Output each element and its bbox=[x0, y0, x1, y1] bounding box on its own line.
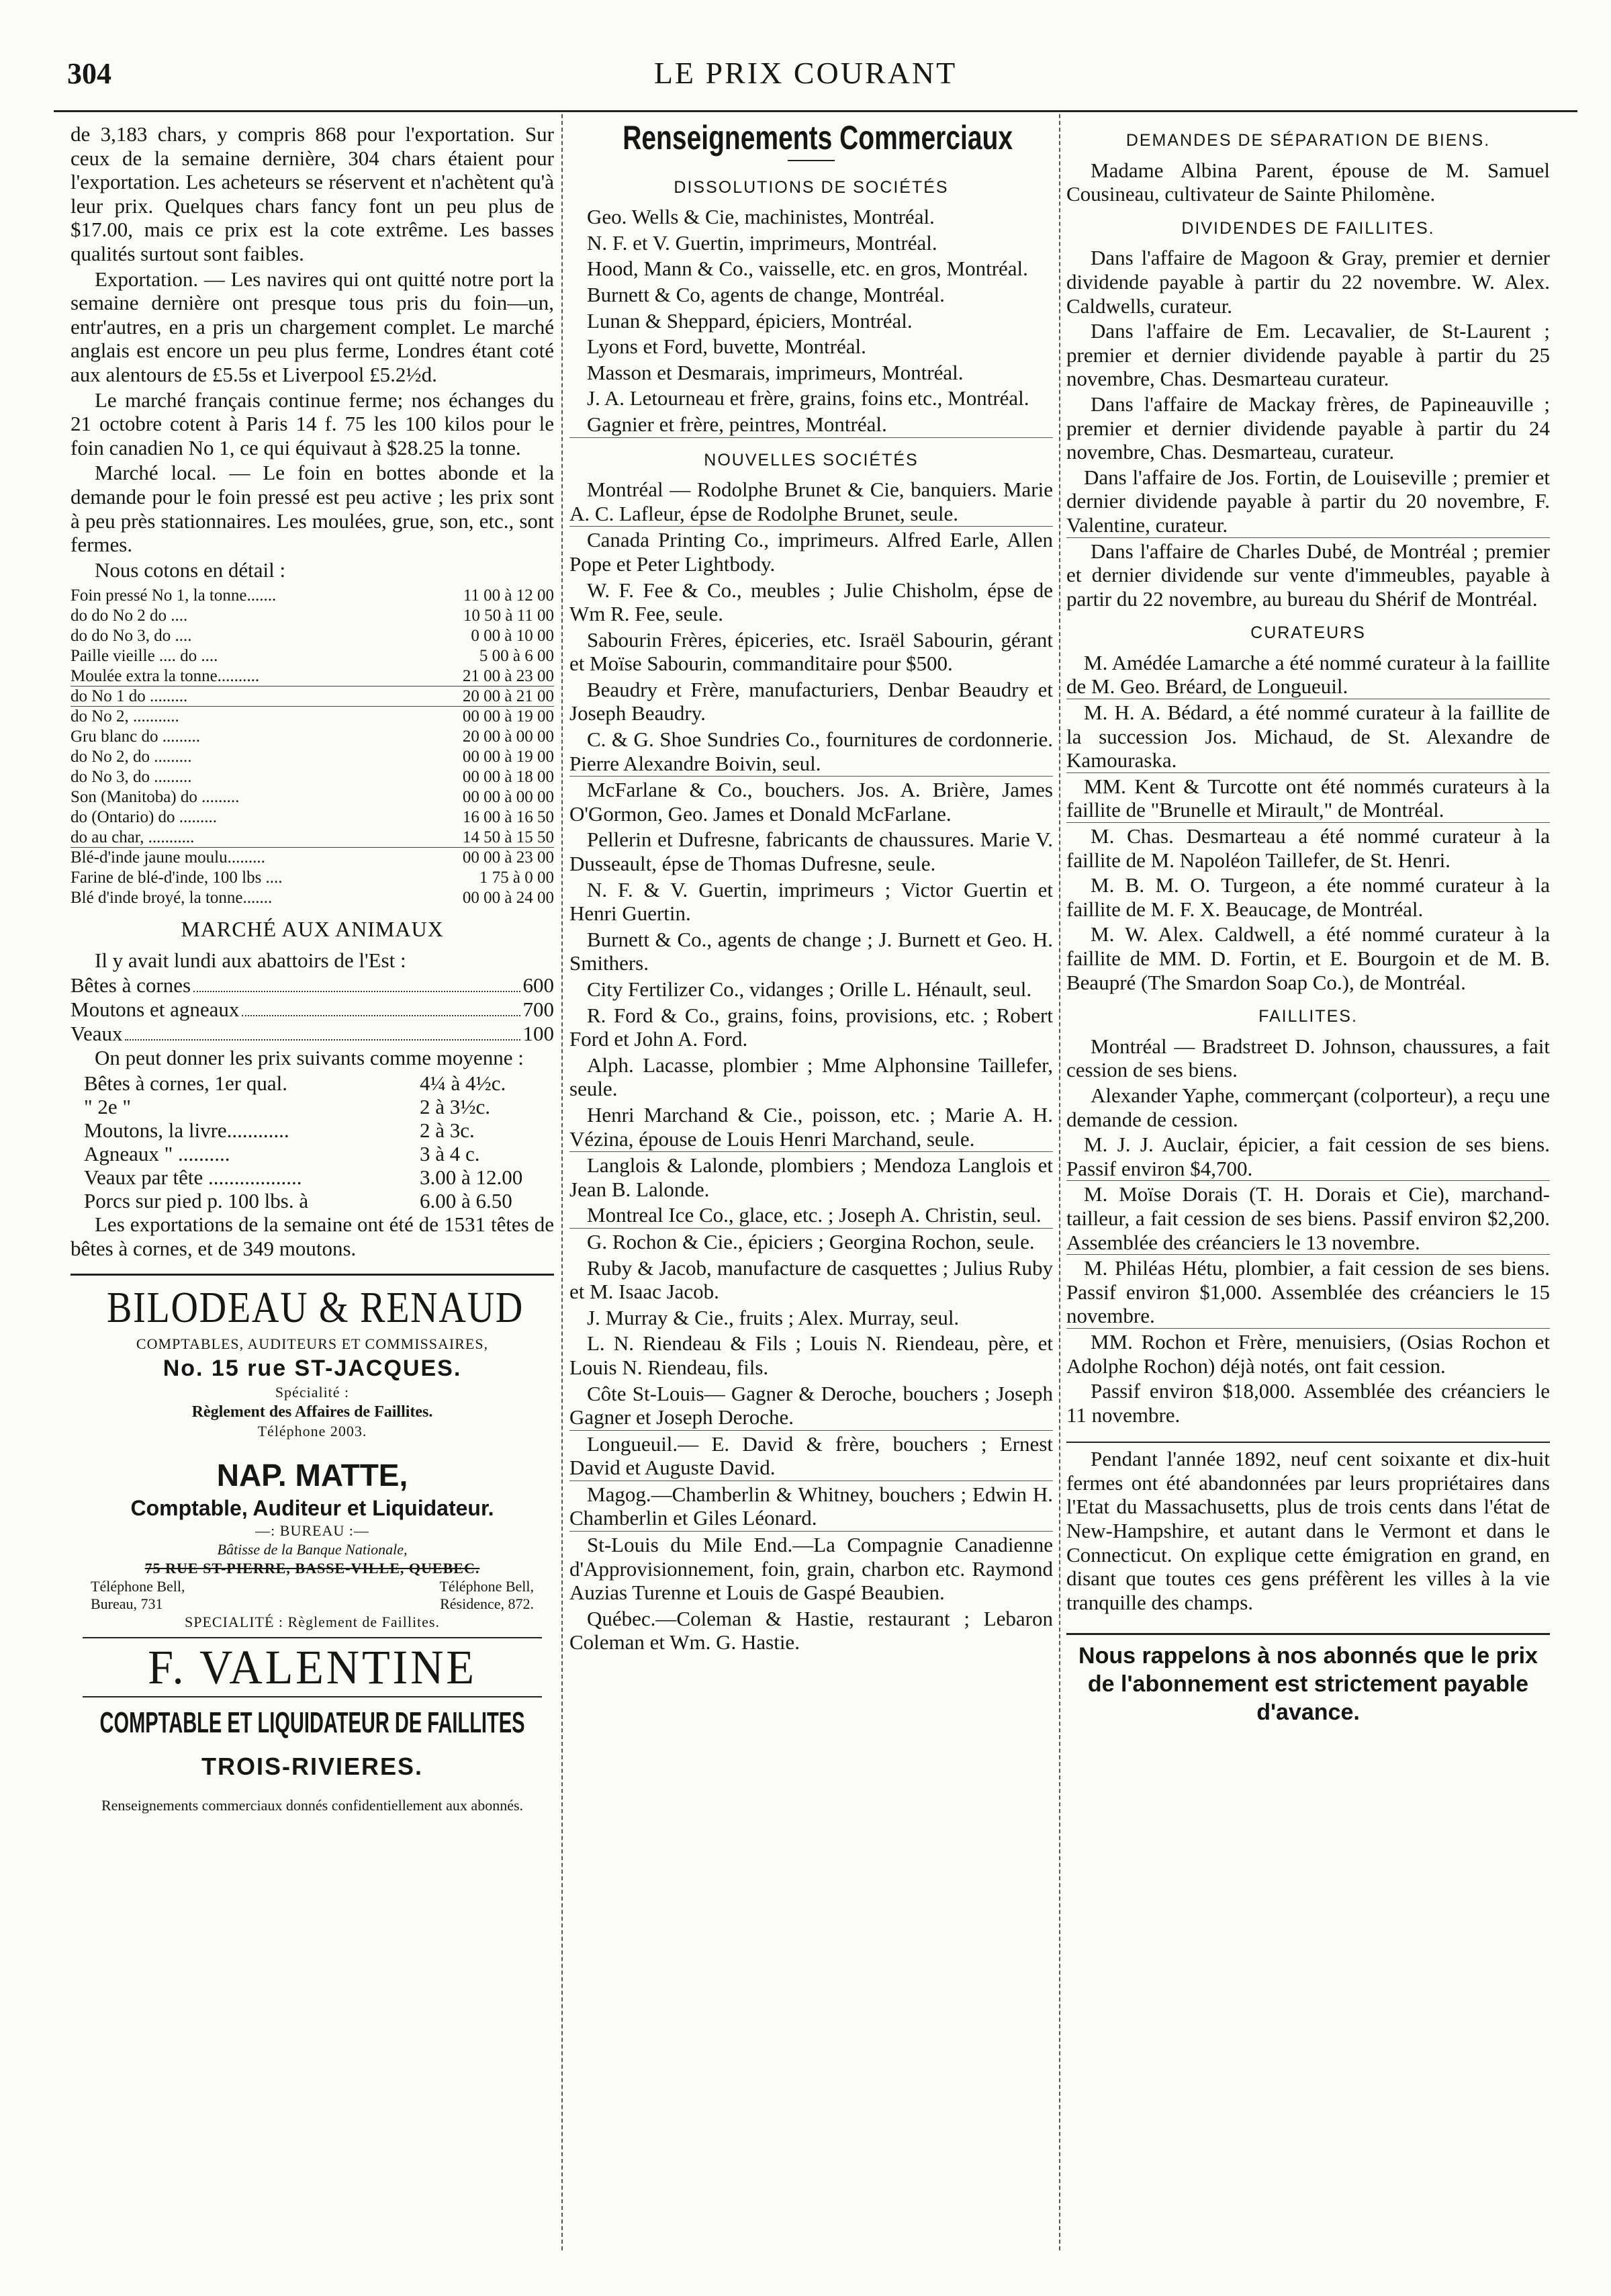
average-price-row: Veaux par tête .................. 3.00 à 12.00 bbox=[84, 1165, 523, 1190]
new-company-entry: C. & G. Shoe Sundries Co., fournitures de cordonnerie. Pierre Alexandre Boivin, seul. bbox=[569, 727, 1053, 777]
dividendes-heading: DIVIDENDES DE FAILLITES. bbox=[1181, 218, 1435, 238]
new-company-entry: Beaudry et Frère, manufacturiers, Denbar Beaudry et Joseph Beaudry. bbox=[569, 677, 1053, 725]
average-price-row: Agneaux " .......... 3 à 4 c. bbox=[84, 1142, 480, 1166]
new-company-entry: J. Murray & Cie., fruits ; Alex. Murray, seul. bbox=[587, 1305, 960, 1329]
new-company-entry: Québec.—Coleman & Hastie, restaurant ; Lebaron Coleman et Wm. G. Hastie. bbox=[569, 1606, 1053, 1654]
dividend-entry: Dans l'affaire de Magoon & Gray, premier et dernier dividende payable à partir du 22 novembre. W. Alex. Caldwells, curateur. bbox=[1066, 246, 1550, 318]
separation-entry: Madame Albina Parent, épouse de M. Samuel Cousineau, cultivateur de Sainte Philomène. bbox=[1066, 158, 1550, 206]
curator-entry: M. W. Alex. Caldwell, a été nommé curateur à la faillite de MM. D. Fortin, et E. Bourgoin et de M. B. Beaupré (The Smardon Soap Co.), de Montréal. bbox=[1066, 922, 1550, 994]
new-company-entry: McFarlane & Co., bouchers. Jos. A. Brière, James O'Gormon, Geo. James et Donald McFarlane. bbox=[569, 778, 1053, 826]
average-price-row: Moutons, la livre............ 2 à 3c. bbox=[84, 1118, 475, 1143]
exportation-para: Exportation. — Les navires qui ont quitté notre port la semaine dernière ont presque tous pris du foin—un, entr'autres, en a pris un chargement complet. Le marché anglais est encore un peu plus ferme, Londres étant coté aux alentours de £5.5s et Liverpool £5.2½d. bbox=[71, 267, 554, 386]
curator-entry: M. Amédée Lamarche a été nommé curateur à la faillite de M. Geo. Bréard, de Longueuil. bbox=[1066, 650, 1550, 699]
page-header bbox=[67, 52, 1544, 99]
ad-matte-name: NAP. MATTE, bbox=[216, 1458, 408, 1493]
dissolution-entry: N. F. et V. Guertin, imprimeurs, Montréal. bbox=[587, 230, 937, 255]
masthead-title: LE PRIX COURANT bbox=[653, 56, 958, 90]
ad-valentine-name: F. VALENTINE bbox=[83, 1637, 542, 1697]
ad-bilodeau-address: No. 15 rue ST-JACQUES. bbox=[163, 1356, 462, 1382]
emigration-para: Pendant l'année 1892, neuf cent soixante et dix-huit fermes ont été abandonnées par leurs propriétaires dans l'Etat du Massachusetts, plus de trois cents dans l'état de New-Hampshire, et autant dans le Vermont et dans le Connecticut. On explique cette émigration en grand, en disant que toutes ces gens préfèrent les villes à la vie tranquille des champs. bbox=[1066, 1442, 1550, 1614]
animal-count-row: Veaux 100 bbox=[71, 1022, 554, 1046]
price-row: Moulée extra la tonne.......... 21 00 à 23 00 bbox=[71, 667, 554, 686]
page-number: 304 bbox=[67, 57, 111, 90]
price-row: Blé-d'inde jaune moulu......... 00 00 à 23 00 bbox=[71, 848, 554, 867]
curator-entry: M. H. A. Bédard, a été nommé curateur à la faillite de la succession Jos. Michaud, de St. Alexandre de Kamouraska. bbox=[1066, 701, 1550, 772]
new-company-entry: Longueuil.— E. David & frère, bouchers ; Ernest David et Auguste David. bbox=[569, 1432, 1053, 1481]
column-divider-1 bbox=[561, 114, 563, 2250]
price-row: Paille vieille .... do .... 5 00 à 6 00 bbox=[71, 647, 554, 666]
ad-valentine-note: Renseignements commerciaux donnés confidentiellement aux abonnés. bbox=[101, 1797, 524, 1814]
new-company-entry: Canada Printing Co., imprimeurs. Alfred Earle, Allen Pope et Peter Lightbody. bbox=[569, 528, 1053, 576]
average-price-row: " 2e " 2 à 3½c. bbox=[84, 1095, 491, 1119]
new-company-entry: St-Louis du Mile End.—La Compagnie Canadienne d'Approvisionnement, foin, grain, charbon etc. Raymond Auzias Turenne et Louis de Gaspé Beaubien. bbox=[569, 1533, 1053, 1605]
ad-matte-specialty: SPECIALITÉ : Règlement de Faillites. bbox=[184, 1614, 440, 1631]
new-company-entry: Henri Marchand & Cie., poisson, etc. ; Marie A. H. Vézina, épouse de Louis Henri Marchand, seule. bbox=[569, 1103, 1053, 1152]
average-price-row: Porcs sur pied p. 100 lbs. à 6.00 à 6.50 bbox=[84, 1189, 512, 1213]
left-column bbox=[71, 122, 554, 2252]
dividend-entry: Dans l'affaire de Mackay frères, de Papineauville ; premier et dernier dividende payable à partir du 24 novembre, Chas. Desmarteau, curateur. bbox=[1066, 392, 1550, 464]
curateurs-heading: CURATEURS bbox=[1250, 623, 1366, 643]
ad-bilodeau-phone: Téléphone 2003. bbox=[257, 1423, 367, 1440]
price-row: Blé d'inde broyé, la tonne....... 00 00 à 24 00 bbox=[71, 889, 554, 908]
new-company-entry: Langlois & Lalonde, plombiers ; Mendoza Langlois et Jean B. Lalonde. bbox=[569, 1153, 1053, 1201]
dissolution-entry: J. A. Letourneau et frère, grains, foins etc., Montréal. bbox=[587, 386, 1029, 410]
price-row: Foin pressé No 1, la tonne....... 11 00 à 12 00 bbox=[71, 586, 554, 605]
curator-entry: M. B. M. O. Turgeon, a éte nommé curateur à la faillite de M. F. X. Beaucage, de Montréal. bbox=[1066, 873, 1550, 921]
dissolutions-heading: DISSOLUTIONS DE SOCIÉTÉS bbox=[674, 177, 949, 197]
new-company-entry: Montreal Ice Co., glace, etc. ; Joseph A. Christin, seul. bbox=[569, 1203, 1053, 1229]
separation-heading: DEMANDES DE SÉPARATION DE BIENS. bbox=[1125, 131, 1491, 150]
animal-market-intro: Il y avait lundi aux abattoirs de l'Est : bbox=[95, 948, 406, 972]
exports-para: Les exportations de la semaine ont été de 1531 têtes de bêtes à cornes, et de 349 moutons. bbox=[71, 1212, 554, 1260]
nouvelles-societes-heading: NOUVELLES SOCIÉTÉS bbox=[704, 450, 919, 470]
new-company-entry: R. Ford & Co., grains, foins, provisions, etc. ; Robert Ford et John A. Ford. bbox=[569, 1003, 1053, 1051]
ad-bilodeau-specialty: Règlement des Affaires de Faillites. bbox=[191, 1403, 433, 1421]
price-row: Son (Manitoba) do ......... 00 00 à 00 00 bbox=[71, 788, 554, 807]
animal-count-row: Bêtes à cornes 600 bbox=[71, 973, 554, 998]
bankruptcy-entry: MM. Rochon et Frère, menuisiers, (Osias Rochon et Adolphe Rochon) déjà notés, ont fait cession. bbox=[1066, 1329, 1550, 1378]
dividend-entry: Dans l'affaire de Em. Lecavalier, de St-Laurent ; premier et dernier dividende payable à partir du 25 novembre, Chas. Desmarteau curateur. bbox=[1066, 319, 1550, 391]
dividend-entry: Dans l'affaire de Jos. Fortin, de Louiseville ; premier et dernier dividende payable à partir du 20 novembre, F. Valentine, curateur. bbox=[1066, 465, 1550, 537]
ad-matte-phone-numbers: Bureau, 731 Résidence, 872. bbox=[91, 1595, 534, 1613]
price-row: do (Ontario) do ......... 16 00 à 16 50 bbox=[71, 808, 554, 827]
ad-bilodeau-specialty-label: Spécialité : bbox=[275, 1384, 350, 1401]
header-rule bbox=[54, 110, 1577, 112]
new-company-entry: W. F. Fee & Co., meubles ; Julie Chisholm, épse de Wm R. Fee, seule. bbox=[569, 578, 1053, 626]
average-price-row: Bêtes à cornes, 1er qual. 4¼ à 4½c. bbox=[84, 1071, 506, 1096]
new-company-entry: City Fertilizer Co., vidanges ; Orille L. Hénault, seul. bbox=[587, 977, 1032, 1001]
dissolution-entry: Gagnier et frère, peintres, Montréal. bbox=[569, 412, 1053, 438]
ad-bilodeau-renaud bbox=[71, 1274, 554, 1441]
price-row: do No 3, do ......... 00 00 à 18 00 bbox=[71, 768, 554, 787]
price-row: Gru blanc do ......... 20 00 à 00 00 bbox=[71, 727, 554, 746]
bankruptcy-entry: Passif environ $18,000. Assemblée des créanciers le 11 novembre. bbox=[1066, 1379, 1550, 1427]
price-row: do do No 3, do .... 0 00 à 10 00 bbox=[71, 627, 554, 646]
new-company-entry: Sabourin Frères, épiceries, etc. Israël Sabourin, gérant et Moïse Sabourin, commanditaire pour $500. bbox=[569, 627, 1053, 676]
local-market-para: Marché local. — Le foin en bottes abonde et la demande pour le foin pressé est peu active ; les prix sont à peu près stationnaires. Les moulées, grue, son, etc., sont fermes. bbox=[71, 461, 554, 557]
dissolution-entry: Geo. Wells & Cie, machinistes, Montréal. bbox=[587, 205, 935, 229]
price-row: do No 2, ........... 00 00 à 19 00 bbox=[71, 707, 554, 726]
bankruptcy-entry: M. J. J. Auclair, épicier, a fait cession de ses biens. Passif environ $4,700. bbox=[1066, 1133, 1550, 1180]
new-company-entry: Ruby & Jacob, manufacture de casquettes ; Julius Ruby et M. Isaac Jacob. bbox=[569, 1255, 1053, 1304]
ad-valentine-city: TROIS-RIVIERES. bbox=[201, 1753, 424, 1781]
price-row: do No 1 do ......... 20 00 à 21 00 bbox=[71, 687, 554, 706]
curator-entry: M. Chas. Desmarteau a été nommé curateur à la faillite de M. Napoléon Taillefer, de St. Henri. bbox=[1066, 824, 1550, 872]
french-market-para: Le marché français continue ferme; nos échanges du 21 octobre cotent à Paris 14 f. 75 les 100 kilos pour le foin canadien No 1, ce qui équivaut à $28.25 la tonne. bbox=[71, 388, 554, 459]
average-prices-intro: On peut donner les prix suivants comme moyenne : bbox=[95, 1046, 524, 1070]
middle-column bbox=[569, 122, 1053, 2252]
subscription-notice: Nous rappelons à nos abonnés que le prix de l'abonnement est strictement payable d'avance. bbox=[1066, 1633, 1550, 1726]
ad-valentine-title: COMPTABLE ET LIQUIDATEUR DE FAILLITES bbox=[99, 1706, 525, 1740]
new-company-entry: Alph. Lacasse, plombier ; Mme Alphonsine Taillefer, seule. bbox=[569, 1053, 1053, 1101]
bankruptcy-entry: M. Moïse Dorais (T. H. Dorais et Cie), marchand-tailleur, a fait cession de ses biens. Passif environ $2,200. Assemblée des créanciers le 13 novembre. bbox=[1066, 1182, 1550, 1254]
bankruptcy-entry: Alexander Yaphe, commerçant (colporteur), a reçu une demande de cession. bbox=[1066, 1083, 1550, 1131]
column-divider-2 bbox=[1059, 114, 1060, 2250]
hay-report-para: de 3,183 chars, y compris 868 pour l'exportation. Sur ceux de la semaine dernière, 304 chars étaient pour l'exportation. Les acheteurs se réservent et n'achètent qu'à leur prix. Quelques chars fancy font un peu plus de $17.00, mais ce prix est la cote extrême. Les basses qualités surtout sont faibles. bbox=[71, 122, 554, 265]
price-row: do No 2, do ......... 00 00 à 19 00 bbox=[71, 748, 554, 766]
new-company-entry: N. F. & V. Guertin, imprimeurs ; Victor Guertin et Henri Guertin. bbox=[569, 877, 1053, 926]
new-company-entry: Burnett & Co., agents de change ; J. Burnett et Geo. H. Smithers. bbox=[569, 927, 1053, 975]
ad-nap-matte bbox=[71, 1456, 554, 1632]
dividend-entry: Dans l'affaire de Charles Dubé, de Montréal ; premier et dernier dividende sur vente d'immeubles, payable à partir du 22 novembre, au bureau du Shérif de Montréal. bbox=[1066, 539, 1550, 611]
price-row: do do No 2 do .... 10 50 à 11 00 bbox=[71, 607, 554, 625]
short-rule bbox=[788, 160, 835, 161]
ad-valentine bbox=[71, 1637, 554, 1814]
ad-matte-bureau: —: BUREAU :— bbox=[255, 1522, 369, 1540]
ad-matte-phones: Téléphone Bell, Téléphone Bell, bbox=[91, 1578, 534, 1595]
right-column bbox=[1066, 122, 1550, 2252]
dissolution-entry: Masson et Desmarais, imprimeurs, Montréal. bbox=[587, 360, 964, 384]
animal-market-heading: MARCHÉ AUX ANIMAUX bbox=[181, 917, 444, 942]
dissolution-entry: Lunan & Sheppard, épiciers, Montréal. bbox=[587, 308, 913, 333]
ad-matte-title: Comptable, Auditeur et Liquidateur. bbox=[130, 1496, 494, 1521]
animal-count-row: Moutons et agneaux 700 bbox=[71, 998, 554, 1022]
hay-price-table bbox=[71, 586, 554, 908]
new-company-entry: Pellerin et Dufresne, fabricants de chaussures. Marie V. Dusseault, épse de Thomas Dufresne, seule. bbox=[569, 828, 1053, 876]
new-company-entry: L. N. Riendeau & Fils ; Louis N. Riendeau, père, et Louis N. Riendeau, fils. bbox=[569, 1331, 1053, 1379]
bankruptcy-entry: M. Philéas Hétu, plombier, a fait cession de ses biens. Passif environ $1,000. Assemblée des créanciers le 15 novembre. bbox=[1066, 1256, 1550, 1328]
new-company-entry: Montréal — Rodolphe Brunet & Cie, banquiers. Marie A. C. Lafleur, épse de Rodolphe Brunet, seule. bbox=[569, 478, 1053, 527]
dissolution-entry: Burnett & Co, agents de change, Montréal. bbox=[587, 282, 945, 306]
ad-matte-building: Bâtisse de la Banque Nationale, bbox=[217, 1541, 408, 1558]
price-row: do au char, ........... 14 50 à 15 50 bbox=[71, 828, 554, 847]
ad-bilodeau-services: COMPTABLES, AUDITEURS ET COMMISSAIRES, bbox=[136, 1335, 489, 1353]
new-company-entry: Côte St-Louis— Gagner & Deroche, bouchers ; Joseph Gagner et Joseph Deroche. bbox=[569, 1382, 1053, 1431]
new-company-entry: G. Rochon & Cie., épiciers ; Georgina Rochon, seule. bbox=[587, 1229, 1035, 1253]
new-company-entry: Magog.—Chamberlin & Whitney, bouchers ; Edwin H. Chamberlin et Giles Léonard. bbox=[569, 1483, 1053, 1532]
dissolution-entry: Hood, Mann & Co., vaisselle, etc. en gros, Montréal. bbox=[587, 257, 1028, 281]
faillites-heading: FAILLITES. bbox=[1258, 1007, 1358, 1026]
ad-matte-address: 75 RUE ST-PIERRE, BASSE-VILLE, QUEBEC. bbox=[144, 1560, 480, 1577]
curator-entry: MM. Kent & Turcotte ont été nommés curateurs à la faillite de "Brunelle et Mirault," de Montréal. bbox=[1066, 774, 1550, 822]
dissolution-entry: Lyons et Ford, buvette, Montréal. bbox=[587, 335, 866, 359]
retail-intro: Nous cotons en détail : bbox=[95, 558, 286, 582]
price-row: Farine de blé-d'inde, 100 lbs .... 1 75 à 0 00 bbox=[71, 869, 554, 887]
ad-bilodeau-name: BILODEAU & RENAUD bbox=[107, 1283, 524, 1333]
section-heading-renseignements: Renseignements Commerciaux bbox=[623, 122, 1013, 157]
bankruptcy-entry: Montréal — Bradstreet D. Johnson, chaussures, a fait cession de ses biens. bbox=[1066, 1034, 1550, 1082]
